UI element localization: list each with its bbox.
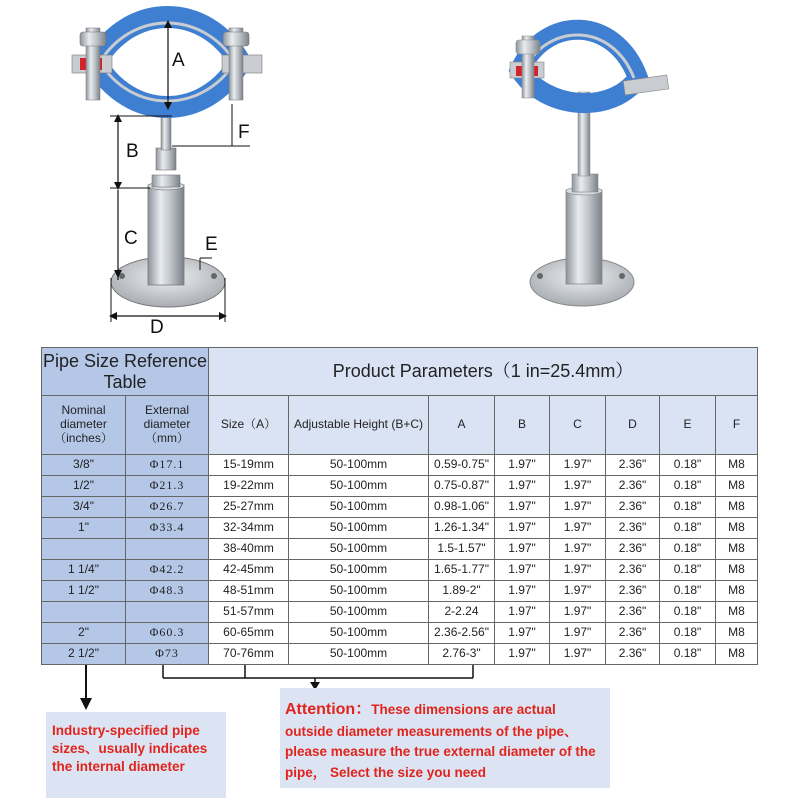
cell-external: Φ73	[126, 644, 209, 665]
table-body	[42, 455, 758, 665]
table-row	[42, 476, 758, 497]
cell-d: 2.36"	[606, 539, 660, 560]
cell-d: 2.36"	[606, 581, 660, 602]
cell-nominal	[42, 602, 126, 623]
cell-external: Φ42.2	[126, 560, 209, 581]
cell-size: 60-65mm	[209, 623, 289, 644]
cell-a: 0.75-0.87"	[429, 476, 495, 497]
cell-d: 2.36"	[606, 455, 660, 476]
cell-nominal: 3/4"	[42, 497, 126, 518]
cell-d: 2.36"	[606, 518, 660, 539]
cell-c: 1.97"	[550, 518, 606, 539]
cell-f: M8	[716, 518, 758, 539]
cell-adj: 50-100mm	[289, 497, 429, 518]
cell-nominal: 1 1/2"	[42, 581, 126, 602]
cell-b: 1.97"	[495, 644, 550, 665]
cell-e: 0.18"	[660, 476, 716, 497]
cell-b: 1.97"	[495, 560, 550, 581]
cell-b: 1.97"	[495, 623, 550, 644]
cell-c: 1.97"	[550, 476, 606, 497]
cell-f: M8	[716, 455, 758, 476]
cell-adj: 50-100mm	[289, 581, 429, 602]
header-d: D	[606, 396, 660, 455]
cell-nominal: 2 1/2"	[42, 644, 126, 665]
cell-e: 0.18"	[660, 518, 716, 539]
cell-c: 1.97"	[550, 602, 606, 623]
table-row	[42, 518, 758, 539]
cell-b: 1.97"	[495, 476, 550, 497]
header-f: F	[716, 396, 758, 455]
cell-c: 1.97"	[550, 623, 606, 644]
cell-size: 42-45mm	[209, 560, 289, 581]
cell-f: M8	[716, 581, 758, 602]
cell-c: 1.97"	[550, 539, 606, 560]
header-adjustable-height: Adjustable Height (B+C)	[289, 396, 429, 455]
cell-nominal: 1 1/4"	[42, 560, 126, 581]
dim-label-e: E	[205, 234, 218, 255]
attention-label: Attention：	[285, 701, 372, 718]
cell-a: 2.76-3"	[429, 644, 495, 665]
cell-size: 15-19mm	[209, 455, 289, 476]
table-row	[42, 602, 758, 623]
cell-f: M8	[716, 623, 758, 644]
cell-e: 0.18"	[660, 602, 716, 623]
cell-adj: 50-100mm	[289, 455, 429, 476]
dim-label-f: F	[238, 122, 250, 143]
cell-a: 1.89-2"	[429, 581, 495, 602]
cell-adj: 50-100mm	[289, 602, 429, 623]
product-parameters-title: Product Parameters（1 in=25.4mm）	[209, 348, 758, 396]
cell-size: 32-34mm	[209, 518, 289, 539]
cell-nominal: 1/2"	[42, 476, 126, 497]
cell-e: 0.18"	[660, 644, 716, 665]
cell-external	[126, 602, 209, 623]
cell-external: Φ48.3	[126, 581, 209, 602]
cell-b: 1.97"	[495, 539, 550, 560]
cell-f: M8	[716, 602, 758, 623]
cell-c: 1.97"	[550, 581, 606, 602]
cell-c: 1.97"	[550, 497, 606, 518]
table-row	[42, 623, 758, 644]
cell-a: 0.59-0.75"	[429, 455, 495, 476]
cell-nominal	[42, 539, 126, 560]
table-row	[42, 539, 758, 560]
attention-body: These dimensions are actual outside diameter measurements of the pipe、please measure the true external diameter of the pipe， Select the size you need	[285, 702, 596, 780]
cell-f: M8	[716, 560, 758, 581]
product-illustration	[0, 0, 800, 340]
cell-size: 70-76mm	[209, 644, 289, 665]
header-c: C	[550, 396, 606, 455]
table-row	[42, 497, 758, 518]
product-parameter-table	[41, 347, 758, 665]
cell-adj: 50-100mm	[289, 518, 429, 539]
table-row	[42, 560, 758, 581]
cell-f: M8	[716, 644, 758, 665]
cell-a: 1.5-1.57"	[429, 539, 495, 560]
dim-label-c: C	[124, 228, 138, 249]
dim-label-d: D	[150, 317, 164, 338]
cell-a: 1.65-1.77"	[429, 560, 495, 581]
header-a: A	[429, 396, 495, 455]
cell-adj: 50-100mm	[289, 560, 429, 581]
cell-nominal: 1"	[42, 518, 126, 539]
cell-adj: 50-100mm	[289, 539, 429, 560]
cell-external: Φ33.4	[126, 518, 209, 539]
cell-external	[126, 539, 209, 560]
header-e: E	[660, 396, 716, 455]
cell-adj: 50-100mm	[289, 623, 429, 644]
cell-external: Φ21.3	[126, 476, 209, 497]
cell-d: 2.36"	[606, 602, 660, 623]
cell-d: 2.36"	[606, 623, 660, 644]
cell-size: 51-57mm	[209, 602, 289, 623]
header-size: Size（A）	[209, 396, 289, 455]
clamp-product-photo	[510, 30, 669, 306]
header-external-diameter: External diameter （mm）	[126, 396, 209, 455]
cell-size: 25-27mm	[209, 497, 289, 518]
cell-b: 1.97"	[495, 518, 550, 539]
cell-e: 0.18"	[660, 560, 716, 581]
cell-a: 2.36-2.56"	[429, 623, 495, 644]
dim-label-b: B	[126, 141, 139, 162]
cell-f: M8	[716, 497, 758, 518]
dim-label-a: A	[172, 50, 185, 71]
cell-a: 0.98-1.06"	[429, 497, 495, 518]
cell-b: 1.97"	[495, 455, 550, 476]
cell-d: 2.36"	[606, 497, 660, 518]
cell-b: 1.97"	[495, 497, 550, 518]
header-nominal-diameter: Nominal diameter （inches）	[42, 396, 126, 455]
cell-d: 2.36"	[606, 560, 660, 581]
note-industry-sizes-text: Industry-specified pipe sizes、usually indicates the internal diameter	[52, 723, 208, 775]
cell-external: Φ60.3	[126, 623, 209, 644]
cell-e: 0.18"	[660, 623, 716, 644]
cell-size: 48-51mm	[209, 581, 289, 602]
header-b: B	[495, 396, 550, 455]
pipe-size-reference-title: Pipe Size Reference Table	[42, 348, 209, 396]
table-row	[42, 455, 758, 476]
cell-c: 1.97"	[550, 560, 606, 581]
table-row	[42, 581, 758, 602]
cell-b: 1.97"	[495, 581, 550, 602]
cell-e: 0.18"	[660, 497, 716, 518]
cell-e: 0.18"	[660, 539, 716, 560]
clamp-diagram-dimensioned	[72, 17, 262, 338]
cell-nominal: 2"	[42, 623, 126, 644]
cell-size: 19-22mm	[209, 476, 289, 497]
cell-d: 2.36"	[606, 644, 660, 665]
cell-c: 1.97"	[550, 455, 606, 476]
cell-e: 0.18"	[660, 455, 716, 476]
cell-f: M8	[716, 476, 758, 497]
note-industry-sizes	[46, 712, 226, 798]
note-attention-text	[285, 698, 607, 783]
cell-external: Φ17.1	[126, 455, 209, 476]
cell-a: 1.26-1.34"	[429, 518, 495, 539]
cell-external: Φ26.7	[126, 497, 209, 518]
cell-a: 2-2.24	[429, 602, 495, 623]
cell-e: 0.18"	[660, 581, 716, 602]
cell-b: 1.97"	[495, 602, 550, 623]
cell-d: 2.36"	[606, 476, 660, 497]
cell-f: M8	[716, 539, 758, 560]
cell-size: 38-40mm	[209, 539, 289, 560]
note-attention	[280, 688, 610, 788]
cell-adj: 50-100mm	[289, 644, 429, 665]
cell-adj: 50-100mm	[289, 476, 429, 497]
cell-c: 1.97"	[550, 644, 606, 665]
cell-nominal: 3/8"	[42, 455, 126, 476]
